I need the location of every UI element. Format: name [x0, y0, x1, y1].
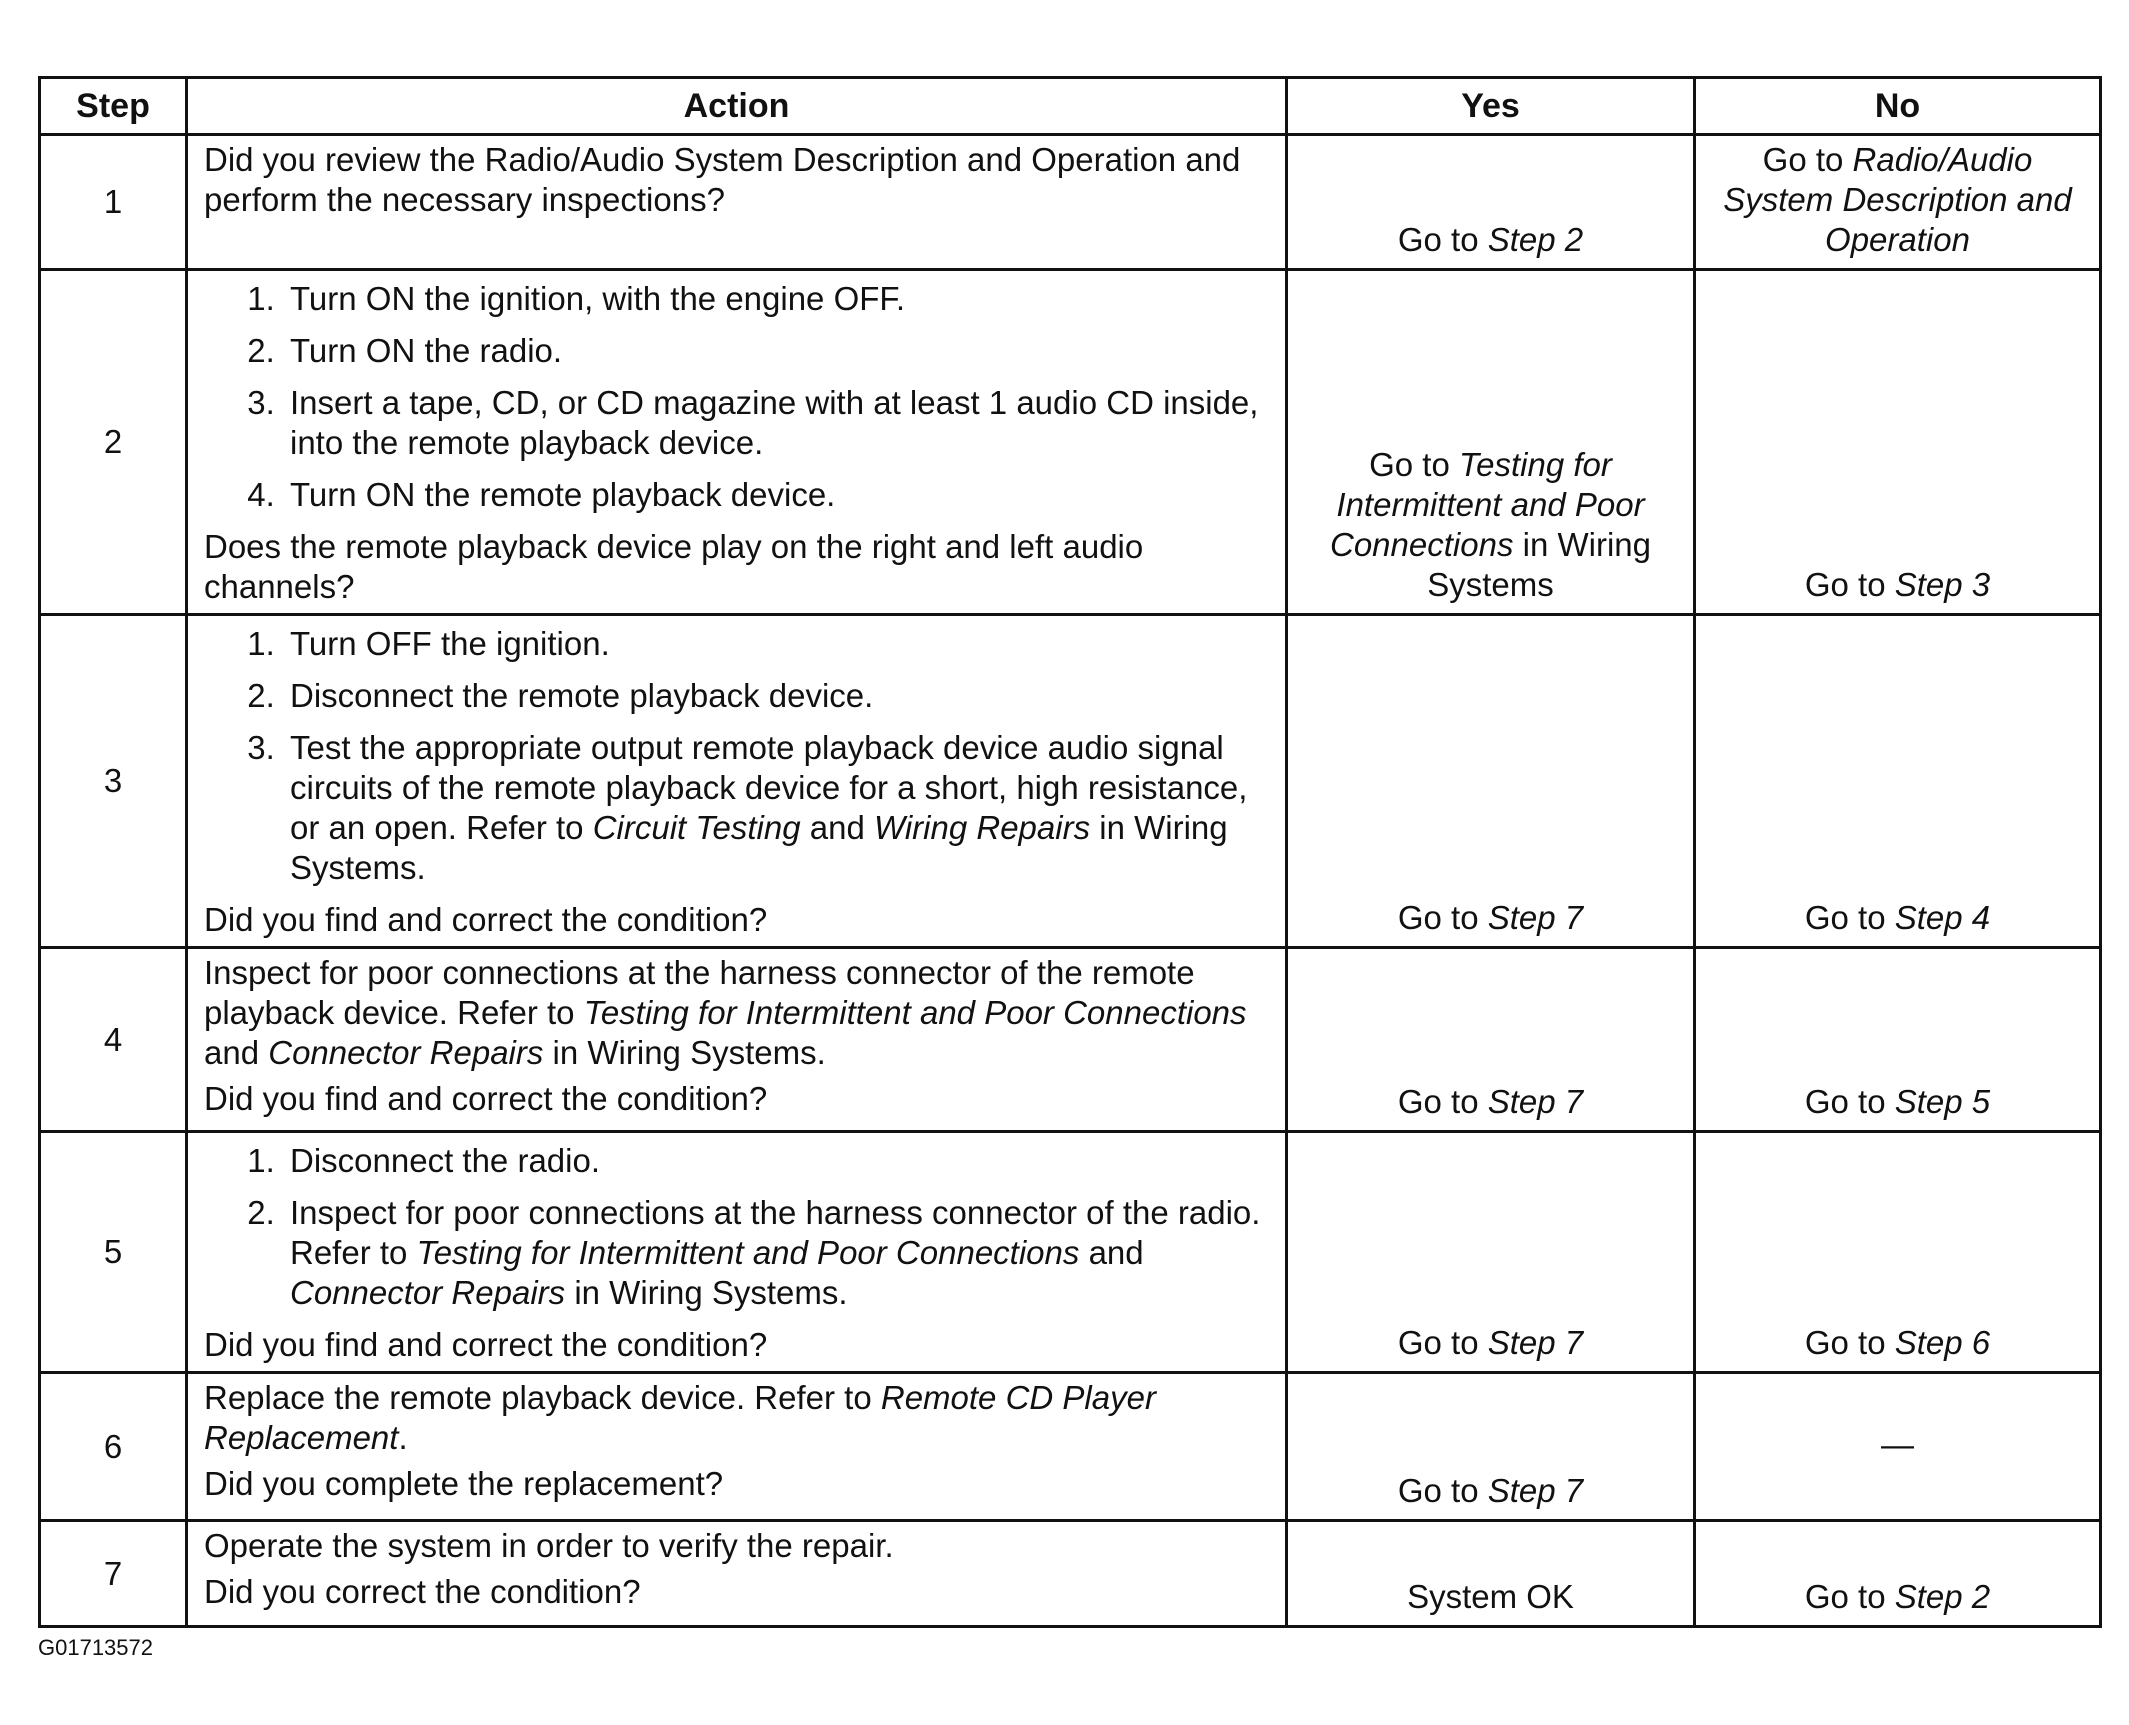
no-target: Step 4: [1894, 899, 1991, 936]
yes-target: Step 7: [1487, 1324, 1584, 1361]
action-question: Did you find and correct the condition?: [204, 901, 768, 938]
yes-cell: [1287, 948, 1695, 1132]
yes-cell: [1287, 1373, 1695, 1521]
text-tail: in Wiring Systems.: [552, 1034, 826, 1071]
step-number: 1: [40, 135, 187, 270]
text-period: .: [398, 1419, 408, 1456]
yes-target: Testing for Intermittent and Poor Connections: [1330, 446, 1645, 563]
no-value-dash: —: [1881, 1425, 1914, 1463]
list-item: [284, 1193, 1271, 1313]
yes-value: System OK: [1407, 1578, 1574, 1615]
action-question: Did you find and correct the condition?: [204, 1326, 768, 1363]
item-tail: in Wiring Systems.: [290, 809, 1228, 886]
text-and: and: [204, 1034, 260, 1071]
no-target: Step 6: [1894, 1324, 1991, 1361]
action-list: [204, 279, 1271, 515]
no-cell: [1695, 615, 2101, 948]
no-cell: [1695, 270, 2101, 615]
table-row: [40, 1521, 2101, 1627]
table-row: [40, 615, 2101, 948]
item-tail: in Wiring Systems.: [574, 1274, 848, 1311]
table-row: [40, 1132, 2101, 1373]
yes-suffix: Wiring Systems: [1427, 526, 1651, 603]
action-text: Operate the system in order to verify the repair.: [204, 1527, 894, 1564]
item-text: Inspect for poor connections at the harness connector of the radio. Refer to: [290, 1194, 1261, 1271]
action-cell: [187, 1373, 1287, 1521]
no-cell: [1695, 1373, 2101, 1521]
go-to-label: Go to: [1804, 566, 1886, 603]
no-cell: [1695, 1521, 2101, 1627]
go-to-label: Go to: [1397, 1472, 1479, 1509]
go-to-label: Go to: [1762, 141, 1844, 178]
reference-remote-cd-player-replacement: Remote CD Player Replacement: [204, 1379, 1156, 1456]
header-row: [40, 78, 2101, 135]
reference-testing: Testing for Intermittent and Poor Connections: [583, 994, 1247, 1031]
yes-target: Step 7: [1487, 1472, 1584, 1509]
no-cell: [1695, 135, 2101, 270]
header-action: Action: [187, 78, 1287, 135]
action-text: [204, 953, 1271, 1073]
action-list: [204, 1141, 1271, 1313]
action-cell: [187, 615, 1287, 948]
go-to-label: Go to: [1397, 1324, 1479, 1361]
action-list: [204, 624, 1271, 888]
go-to-label: Go to: [1804, 1324, 1886, 1361]
list-item: 2. Turn ON the radio.: [284, 331, 1271, 371]
list-item: 3. Insert a tape, CD, or CD magazine with at least 1 audio CD inside, into the remote playback device.: [284, 383, 1271, 463]
list-item: 4. Turn ON the remote playback device.: [284, 475, 1271, 515]
no-cell: [1695, 948, 2101, 1132]
reference-circuit-testing: Circuit Testing: [592, 809, 801, 846]
action-question: Did you find and correct the condition?: [204, 1080, 768, 1117]
list-item: [284, 728, 1271, 888]
go-to-label: Go to: [1804, 1083, 1886, 1120]
action-question: Did you correct the condition?: [204, 1573, 641, 1610]
table-row: [40, 135, 2101, 270]
go-to-label: Go to: [1804, 899, 1886, 936]
step-number: 2: [40, 270, 187, 615]
list-item: 1. Turn ON the ignition, with the engine OFF.: [284, 279, 1271, 319]
step-number: 5: [40, 1132, 187, 1373]
action-question: Did you complete the replacement?: [204, 1465, 724, 1502]
action-cell: [187, 135, 1287, 270]
reference-connector-repairs: Connector Repairs: [290, 1274, 566, 1311]
yes-cell: [1287, 135, 1695, 270]
item-and: and: [1088, 1234, 1144, 1271]
yes-target: Step 2: [1487, 221, 1584, 258]
action-text: Did you review the Radio/Audio System Description and Operation and perform the necessary inspections?: [204, 141, 1241, 218]
yes-in: in: [1522, 526, 1549, 563]
reference-testing: Testing for Intermittent and Poor Connections: [416, 1234, 1080, 1271]
go-to-label: Go to: [1397, 221, 1479, 258]
action-text: [204, 1378, 1271, 1458]
item-text: Test the appropriate output remote playback device audio signal circuits of the remote playback device for a short, high resistance, or an open. Refer to: [290, 729, 1248, 846]
step-number: 3: [40, 615, 187, 948]
no-target: Step 3: [1894, 566, 1991, 603]
step-number: 4: [40, 948, 187, 1132]
action-cell: [187, 1521, 1287, 1627]
yes-cell: [1287, 1132, 1695, 1373]
list-item: 1. Disconnect the radio.: [284, 1141, 1271, 1181]
reference-connector-repairs: Connector Repairs: [268, 1034, 544, 1071]
reference-wiring-repairs: Wiring Repairs: [873, 809, 1091, 846]
list-item: 1. Turn OFF the ignition.: [284, 624, 1271, 664]
step-number: 6: [40, 1373, 187, 1521]
action-cell: [187, 948, 1287, 1132]
table-row: [40, 948, 2101, 1132]
yes-cell: [1287, 1521, 1695, 1627]
table-row: [40, 1373, 2101, 1521]
header-no: No: [1695, 78, 2101, 135]
text-part: Replace the remote playback device. Refer to: [204, 1379, 872, 1416]
action-cell: [187, 1132, 1287, 1373]
no-target: Radio/Audio System Description and Operation: [1723, 141, 2072, 258]
text-part: Inspect for poor connections at the harness connector of the remote playback device. Refer to: [204, 954, 1195, 1031]
step-number: 7: [40, 1521, 187, 1627]
table-row: [40, 270, 2101, 615]
diagnostic-table: [38, 76, 2102, 1628]
no-cell: [1695, 1132, 2101, 1373]
no-target: Step 5: [1894, 1083, 1991, 1120]
go-to-label: Go to: [1369, 446, 1450, 483]
yes-target: Step 7: [1487, 1083, 1584, 1120]
go-to-label: Go to: [1397, 1083, 1479, 1120]
header-step: Step: [40, 78, 187, 135]
list-item: 2. Disconnect the remote playback device.: [284, 676, 1271, 716]
figure-id: G01713572: [38, 1635, 153, 1660]
yes-target: Step 7: [1487, 899, 1584, 936]
yes-cell: [1287, 270, 1695, 615]
yes-cell: [1287, 615, 1695, 948]
action-question: Does the remote playback device play on the right and left audio channels?: [204, 528, 1144, 605]
go-to-label: Go to: [1804, 1578, 1886, 1615]
action-cell: [187, 270, 1287, 615]
header-yes: Yes: [1287, 78, 1695, 135]
no-target: Step 2: [1894, 1578, 1991, 1615]
item-and: and: [809, 809, 865, 846]
go-to-label: Go to: [1397, 899, 1479, 936]
